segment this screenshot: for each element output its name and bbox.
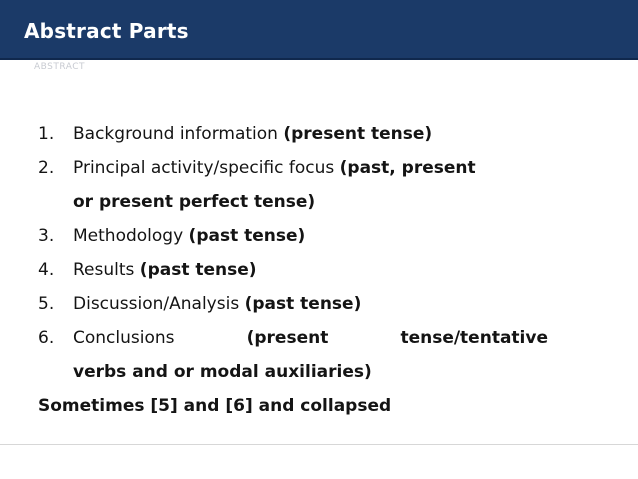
content-list <box>38 117 550 423</box>
list-number: 5. <box>38 294 55 314</box>
item-note-continued: or present perfect tense) <box>73 192 316 212</box>
item-main-text: Methodology <box>73 226 184 246</box>
list-item <box>38 253 550 287</box>
summary-line: Sometimes [5] and [6] and collapsed <box>38 396 392 416</box>
item-note: tense/tentative <box>400 328 548 348</box>
list-number: 4. <box>38 260 55 280</box>
bottom-divider <box>0 444 638 445</box>
item-note: (past, present <box>339 158 476 178</box>
list-item <box>38 219 550 253</box>
item-main-text: Principal activity/specific focus <box>73 158 335 178</box>
list-text <box>73 321 550 389</box>
item-note: (past tense) <box>139 260 257 280</box>
list-text <box>73 260 257 280</box>
header-bar <box>0 0 638 60</box>
item-main-text: Conclusions <box>73 328 175 348</box>
item-note: (present tense) <box>283 124 433 144</box>
list-item <box>38 287 550 321</box>
list-number: 2. <box>38 158 55 178</box>
list-item <box>38 321 550 389</box>
item-main-text: Results <box>73 260 135 280</box>
list-item <box>38 151 550 219</box>
list-text <box>73 158 476 212</box>
list-text <box>73 226 305 246</box>
slide-title: Abstract Parts <box>24 19 189 43</box>
list-text <box>73 124 432 144</box>
list-number: 6. <box>38 328 55 348</box>
item-main-text: Discussion/Analysis <box>73 294 240 314</box>
list-item <box>38 117 550 151</box>
list-number: 1. <box>38 124 55 144</box>
list-text <box>73 294 361 314</box>
item-note: (past tense) <box>244 294 362 314</box>
item-note: (past tense) <box>188 226 306 246</box>
item-note: (present <box>246 328 329 348</box>
list-number: 3. <box>38 226 55 246</box>
faint-subtitle: ABSTRACT <box>34 62 86 72</box>
list-text-line <box>73 321 548 355</box>
item-main-text: Background information <box>73 124 278 144</box>
item-note-continued: verbs and or modal auxiliaries) <box>73 362 372 382</box>
